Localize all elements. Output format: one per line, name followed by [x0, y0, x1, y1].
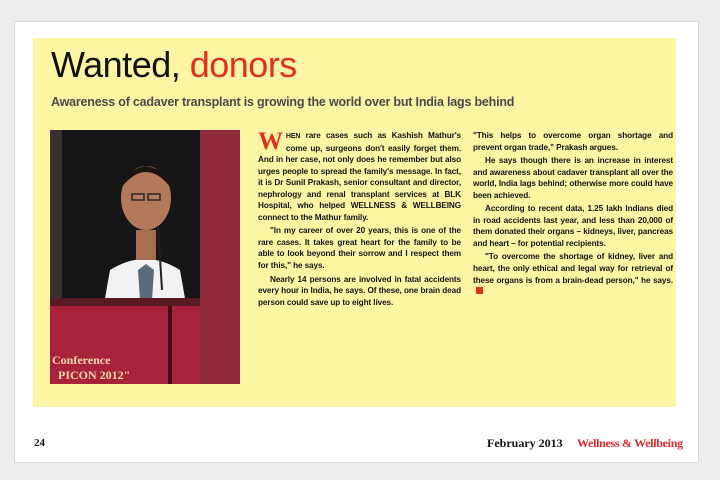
magazine-page — [14, 21, 699, 463]
paragraph: He says though there is an increase in interest and awareness about cadaver transplant all over the world, India lags behind; otherwise more could have been achieved. — [473, 156, 673, 200]
article-column-1 — [258, 130, 461, 310]
paragraph: "This helps to overcome organ shortage and prevent organ trade," Prakash argues. — [473, 131, 673, 152]
drop-cap: W — [258, 128, 283, 155]
headline-accent: donors — [189, 44, 297, 85]
article-subtitle: Awareness of cadaver transplant is growing the world over but India lags behind — [51, 95, 515, 109]
paragraph-text: "To overcome the shortage of kidney, liver and heart, the only ethical and legal way for retrieval of these organs is from a brain-dead person," he says. — [473, 252, 673, 285]
speaker-photo-illustration — [50, 130, 240, 384]
paragraph — [473, 251, 673, 297]
issue-date: February 2013 — [487, 436, 563, 450]
end-of-article-mark — [476, 287, 483, 294]
paragraph: Nearly 14 persons are involved in fatal accidents every hour in India, he says. Of these, one brain dead person could save up to eight lives. — [258, 274, 461, 307]
photo-banner-line1: Conference — [52, 353, 111, 367]
paragraph: "In my career of over 20 years, this is one of the rare cases. It takes great heart for the family to be able to look beyond their sorrow and I respect them for this," he says. — [258, 226, 461, 271]
paragraph — [258, 130, 461, 223]
lead-small-caps: HEN — [285, 133, 301, 140]
headline-main: Wanted, — [51, 44, 190, 85]
magazine-name: Wellness & Wellbeing — [577, 436, 683, 450]
article-column-2 — [473, 130, 673, 300]
paragraph-text: rare cases such as Kashish Mathur's come up, surgeons don't easily forget them. And in her case, not only does he remember but also urges people to spread the family's message. In fact, it is Dr Sunil Prakash, senior consultant and director, nephrology and renal transplant services at BLK Hospital, who helped WELLNESS & WELLBEING connect to the Mathur family. — [258, 131, 461, 222]
photo-banner-line2: PICON 2012" — [58, 368, 131, 382]
article-headline — [51, 44, 297, 86]
paragraph: According to recent data, 1.25 lakh Indians died in road accidents last year, and less than 20,000 of them donated their organs – kidneys, liver, pancreas and heart – for potential recipients. — [473, 204, 673, 248]
article-panel — [33, 38, 676, 407]
speaker-photo — [50, 130, 240, 384]
page-number: 24 — [34, 437, 45, 449]
